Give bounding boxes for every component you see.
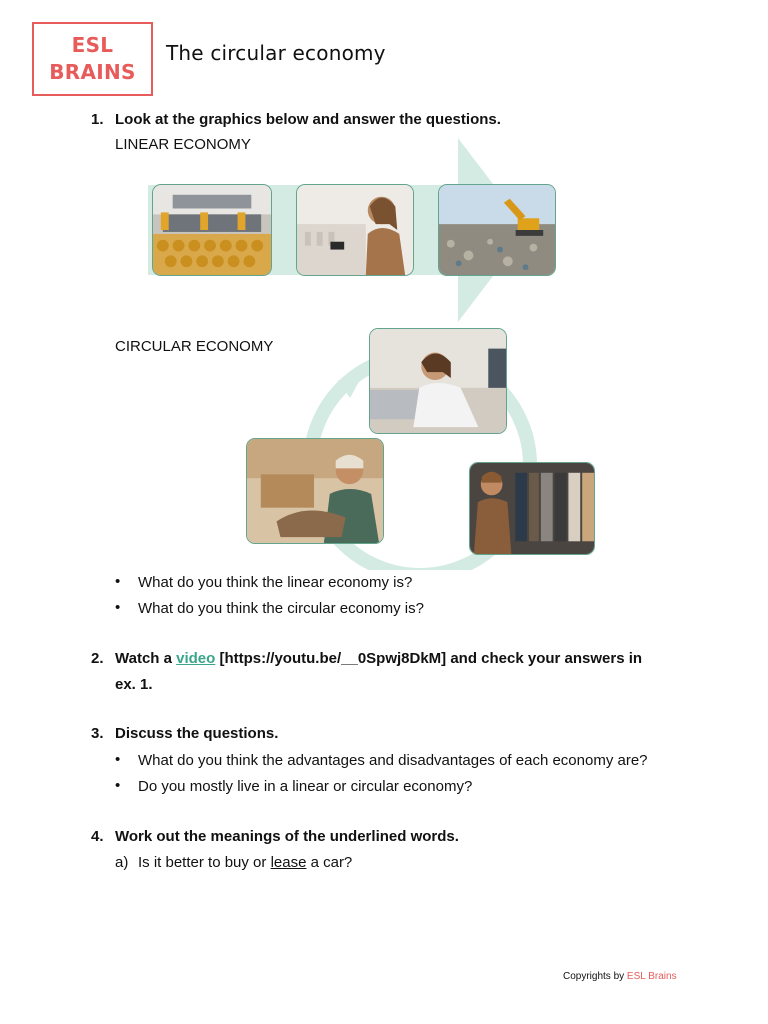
- landfill-excavator-photo: [438, 184, 556, 276]
- section-2-suffix: [https://youtu.be/__0Spwj8DkM] and check your answers in: [215, 650, 643, 667]
- section-3-instruction: Discuss the questions.: [115, 725, 279, 742]
- linear-economy-label: LINEAR ECONOMY: [115, 136, 251, 153]
- section-3-bullet-2: • Do you mostly live in a linear or circular economy?: [138, 778, 472, 795]
- section-1-bullet-2: • What do you think the circular economy is?: [138, 600, 424, 617]
- section-4-number: 4.: [91, 828, 104, 845]
- circular-economy-label: CIRCULAR ECONOMY: [115, 338, 274, 355]
- item-a-after: a car?: [306, 854, 353, 871]
- section-3-number: 3.: [91, 725, 104, 742]
- clothes-donation-photo: [246, 438, 384, 544]
- section-2-number: 2.: [91, 650, 104, 667]
- logo-line-1: ESL: [71, 33, 114, 57]
- section-1-bullet-1: • What do you think the linear economy is?: [138, 574, 412, 591]
- section-2-prefix: Watch a: [115, 650, 177, 667]
- footer-copyright: [563, 971, 677, 982]
- footer-brand: ESL Brains: [626, 971, 677, 982]
- section-2-line-2: ex. 1.: [115, 676, 153, 693]
- section-4-item-a-letter: a): [115, 854, 129, 871]
- woman-shopping-photo: [296, 184, 414, 276]
- section-2-line-1: [115, 650, 642, 667]
- section-3-bullet-1: • What do you think the advantages and disadvantages of each economy are?: [138, 752, 648, 769]
- logo-line-2: BRAINS: [49, 60, 136, 84]
- section-4-instruction: Work out the meanings of the underlined words.: [115, 828, 459, 845]
- page-title: The circular economy: [166, 41, 386, 65]
- factory-bottles-photo: [152, 184, 272, 276]
- esl-brains-logo: [32, 22, 153, 96]
- video-link[interactable]: video: [176, 650, 216, 667]
- section-1-instruction: Look at the graphics below and answer the questions.: [115, 111, 501, 128]
- section-4-item-a: [138, 854, 352, 871]
- section-1-number: 1.: [91, 111, 104, 128]
- clothing-rack-photo: [469, 462, 595, 555]
- seamstress-photo: [369, 328, 507, 434]
- item-a-before: Is it better to buy or: [138, 854, 271, 871]
- footer-prefix: Copyrights by: [563, 971, 627, 982]
- item-a-underlined-word: lease: [270, 854, 307, 871]
